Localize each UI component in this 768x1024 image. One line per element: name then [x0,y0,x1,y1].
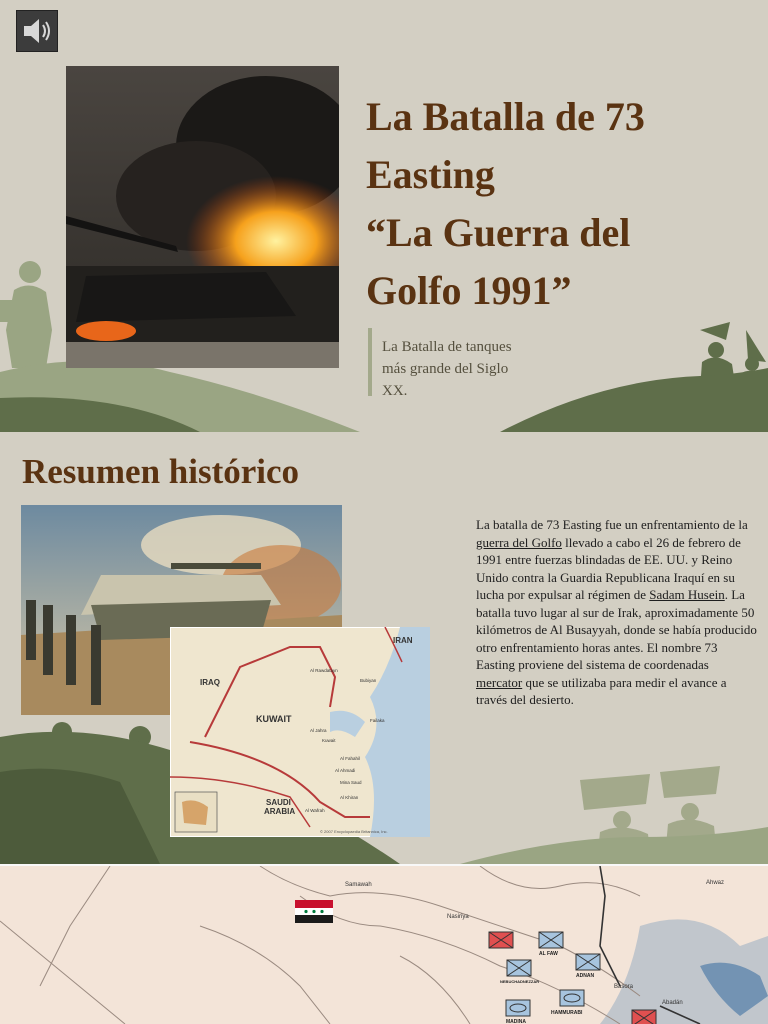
text-run: La batalla de 73 Easting fue un enfrentamiento de la [476,517,748,532]
text-run: llevado a cabo el 26 de febrero de 1991 entre fuerzas blindadas de EE. UU. y Reino Unido contra la Guardia Republicana Iraquí en su lucha por expulsar al régimen de [476,534,741,602]
unit-label: MADINA [506,1019,526,1024]
map-label-saudi: SAUDI [266,798,291,807]
unit-label: HAMMURABI [551,1010,583,1016]
map-slide [0,866,768,1024]
map-label-iran: IRAN [393,636,413,645]
title-line: Easting [366,152,495,197]
soldier-silhouette-left [0,261,52,368]
link-guerra-del-golfo[interactable]: guerra del Golfo [476,534,562,550]
link-sadam-husein[interactable]: Sadam Husein [649,587,725,602]
title-line: “La Guerra del [366,210,631,255]
map-label-ahwaz: Ahwaz [706,880,725,886]
subtitle [382,336,542,402]
unit-label: ADNAN [576,973,595,979]
unit-label: AL FAW [539,951,558,957]
map-city: Al Ahmadi [335,768,356,773]
map-city: Al Jahra [310,728,327,733]
iraq-flag-icon [295,900,333,923]
history-paragraph [476,516,758,709]
map-city: Al Rawdatayn [310,668,338,673]
burning-tank-photo [66,66,339,368]
map-label-samawah: Samawah [345,882,372,888]
subtitle-line: XX. [382,383,408,399]
kuwait-map [170,627,430,837]
map-label-iraq: IRAQ [200,678,220,687]
map-city: Bubiyan [360,678,377,683]
history-slide [0,432,768,864]
unit-red-1[interactable] [489,932,513,948]
subtitle-accent-bar [368,328,372,396]
map-label-arabia: ARABIA [264,807,296,816]
subtitle-line: más grande del Siglo [382,361,509,377]
text-run: . La batalla tuvo lugar al sur de Irak, aproximadamente 50 kilómetros de Al Busayyah, donde se había producido otro enfrentamiento horas antes. El nombre 73 Easting proviene del sistema de coordenadas [476,587,757,672]
map-city: Al Fahahil [340,756,361,761]
map-city: Al Wafrah [305,808,325,813]
title-line: Golfo 1991” [366,268,572,313]
map-label-abadan: Abadán [662,1000,683,1006]
page-title [366,88,746,320]
title-line: La Batalla de 73 [366,94,645,139]
text-run: que se utilizaba para medir el avance a través del desierto. [476,674,727,707]
map-label-kuwait: KUWAIT [256,714,292,724]
map-label-basra: Basora [614,984,634,990]
map-label-nasiriya: Nasiriya [447,914,469,920]
iraq-operations-map [0,866,768,1024]
map-copyright: © 2007 Encyclopaedia Britannica, Inc. [320,829,388,834]
map-city: Failaka [370,718,385,723]
link-mercator[interactable]: mercator [476,674,523,690]
subtitle-line: La Batalla de tanques [382,339,512,355]
title-slide [0,0,768,432]
map-city: Al Khiran [340,795,359,800]
map-city: Mina Saud [340,780,362,785]
map-city: Kuwait [322,738,336,743]
unit-label: NEBUCHADNEZZAR [500,979,540,984]
section-heading: Resumen histórico [22,452,300,491]
speaker-icon[interactable] [16,10,58,52]
unit-red-2[interactable] [632,1010,656,1024]
